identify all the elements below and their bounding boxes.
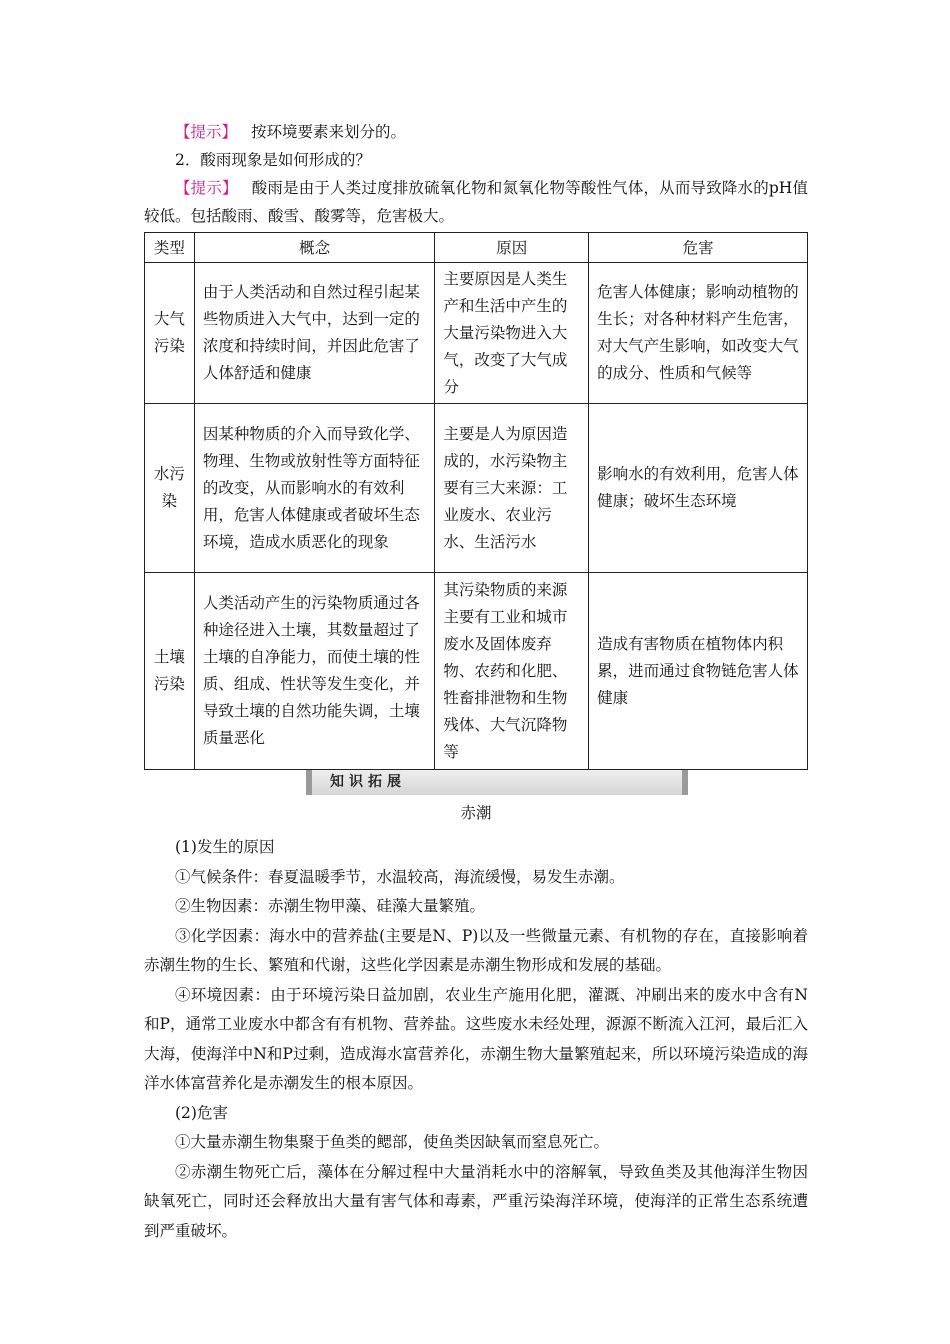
paragraph: ②生物因素：赤潮生物甲藻、硅藻大量繁殖。 (175, 897, 486, 915)
table-row (145, 573, 808, 770)
cell-cause: 主要原因是人类生产和生活中产生的大量污染物进入大气，改变了大气成分 (435, 263, 589, 404)
paragraph: (2)危害 (175, 1103, 228, 1122)
hint-2 (144, 174, 808, 230)
red-tide-body (144, 833, 808, 1246)
cell-cause: 其污染物质的来源主要有工业和城市废水及固体废弃物、农药和化肥、牲畜排泄物和生物残体、大气沉降物等 (435, 573, 589, 770)
hint-tag: 【提示】 (175, 123, 238, 141)
cell-concept: 人类活动产生的污染物质通过各种途径进入土壤，其数量超过了土壤的自净能力，而使土壤的性质、组成、性状等发生变化，并导致土壤的自然功能失调，土壤质量恶化 (194, 573, 435, 770)
cell-type: 水污染 (145, 404, 195, 573)
paragraph: ②赤潮生物死亡后，藻体在分解过程中大量消耗水中的溶解氧，导致鱼类及其他海洋生物因缺氧死亡，同时还会释放出大量有害气体和毒素，严重污染海洋环境，使海洋的正常生态系统遭到严重破坏。 (144, 1162, 808, 1240)
cell-concept: 由于人类活动和自然过程引起某些物质进入大气中，达到一定的浓度和持续时间，并因此危害了人体舒适和健康 (194, 263, 435, 404)
table-row (145, 404, 808, 573)
paragraph: ①大量赤潮生物集聚于鱼类的鳃部，使鱼类因缺氧而窒息死亡。 (175, 1133, 610, 1151)
header-harm: 危害 (589, 233, 808, 263)
cell-harm: 危害人体健康；影响动植物的生长；对各种材料产生危害，对大气产生影响，如改变大气的成分、性质和气候等 (589, 263, 808, 404)
hint-1 (144, 118, 808, 146)
question-2: 2．酸雨现象是如何形成的？ (175, 151, 371, 169)
cell-type: 土壤污染 (145, 573, 195, 770)
cell-harm: 造成有害物质在植物体内积累，进而通过食物链危害人体健康 (589, 573, 808, 770)
paragraph: (1)发生的原因 (175, 838, 275, 856)
section-subtitle: 赤潮 (460, 804, 492, 822)
header-cause: 原因 (435, 233, 589, 263)
document-page (144, 118, 808, 1246)
table-header-row (145, 233, 808, 263)
header-concept: 概念 (194, 233, 435, 263)
table-row (145, 263, 808, 404)
hint-text: 按环境要素来划分的。 (251, 123, 407, 141)
paragraph: ④环境因素：由于环境污染日益加剧，农业生产施用化肥，灌溉、冲刷出来的废水中含有N和P，通常工业废水中都含有有机物、营养盐。这些废水未经处理，源源不断流入江河，最后汇入大海，使海洋中N和P过剩，造成海水富营养化，赤潮生物大量繁殖起来，所以环境污染造成的海洋水体富营养化是赤潮发生的根本原因。 (144, 985, 808, 1092)
hint-tag: 【提示】 (175, 179, 238, 197)
cell-concept: 因某种物质的介入而导致化学、物理、生物或放射性等方面特征的改变，从而影响水的有效利用，危害人体健康或者破坏生态环境，造成水质恶化的现象 (194, 404, 435, 573)
pollution-table (144, 232, 808, 770)
header-type: 类型 (145, 233, 195, 263)
paragraph: ③化学因素：海水中的营养盐(主要是N、P)以及一些微量元素、有机物的存在，直接影响着赤潮生物的生长、繁殖和代谢，这些化学因素是赤潮生物形成和发展的基础。 (144, 926, 808, 974)
hint-text: 酸雨是由于人类过度排放硫氧化物和氮氧化物等酸性气体，从而导致降水的pH值较低。包括酸雨、酸雪、酸雾等，危害极大。 (144, 179, 808, 225)
cell-cause: 主要是人为原因造成的，水污染物主要有三大来源：工业废水、农业污水、生活污水 (435, 404, 589, 573)
paragraph: ①气候条件：春夏温暖季节，水温较高，海流缓慢，易发生赤潮。 (175, 867, 625, 886)
cell-type: 大气污染 (145, 263, 195, 404)
banner-label: 知识拓展 (330, 774, 406, 790)
knowledge-extension-banner (306, 770, 688, 795)
cell-harm: 影响水的有效利用，危害人体健康；破坏生态环境 (589, 404, 808, 573)
